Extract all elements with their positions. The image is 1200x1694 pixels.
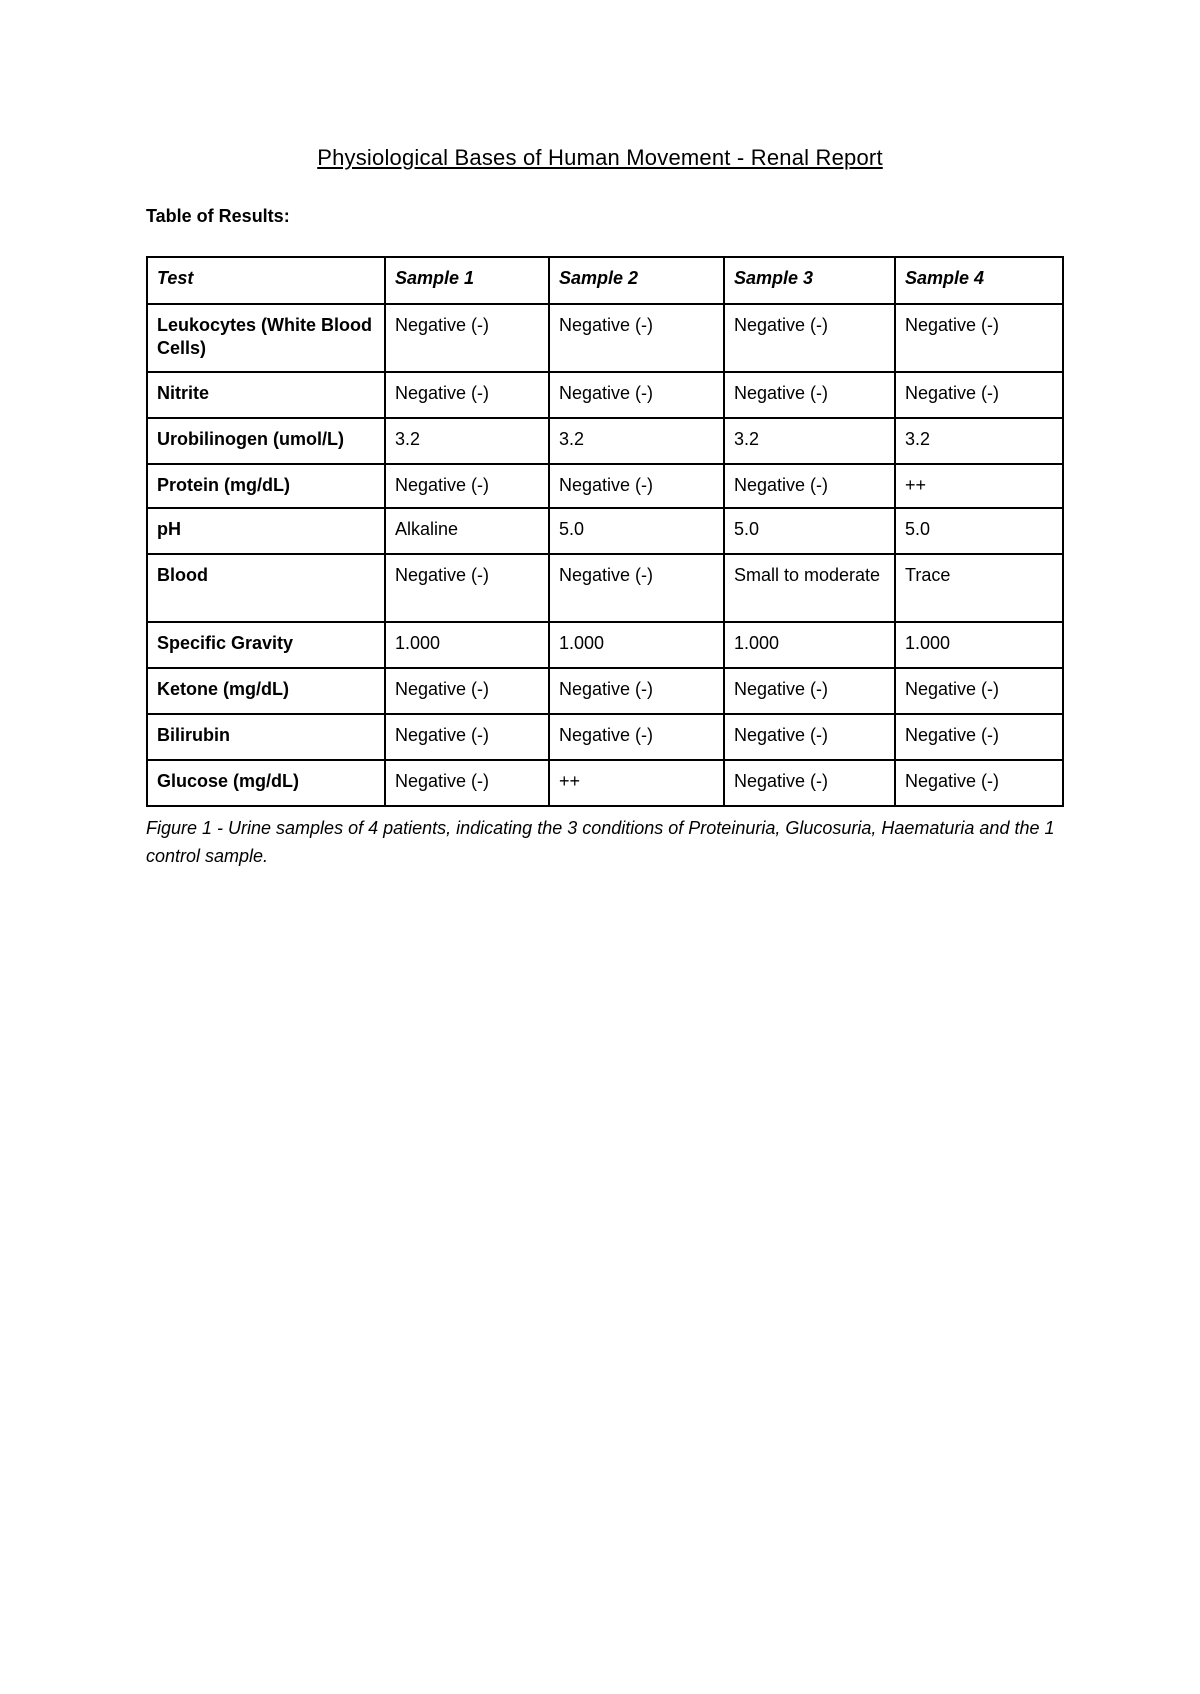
page-title: Physiological Bases of Human Movement - Renal Report <box>317 145 883 170</box>
figure-caption: Figure 1 - Urine samples of 4 patients, indicating the 3 conditions of Proteinuria, Glucosuria, Haematuria and the 1 control sample. <box>146 818 1055 866</box>
table-cell: 1.000 <box>724 622 895 668</box>
table-cell: ++ <box>549 760 724 806</box>
row-header: pH <box>147 508 385 554</box>
table-row <box>147 554 1063 622</box>
table-row <box>147 760 1063 806</box>
table-cell: Negative (-) <box>549 372 724 418</box>
table-cell: Negative (-) <box>895 304 1063 372</box>
table-row <box>147 304 1063 372</box>
row-header: Specific Gravity <box>147 622 385 668</box>
table-cell: 1.000 <box>895 622 1063 668</box>
row-header: Glucose (mg/dL) <box>147 760 385 806</box>
table-cell: Negative (-) <box>724 714 895 760</box>
table-cell: 5.0 <box>895 508 1063 554</box>
table-cell: Negative (-) <box>724 464 895 508</box>
table-cell: Negative (-) <box>385 668 549 714</box>
table-row <box>147 668 1063 714</box>
table-cell: 3.2 <box>549 418 724 464</box>
row-header: Nitrite <box>147 372 385 418</box>
table-cell: Negative (-) <box>724 760 895 806</box>
table-cell: 1.000 <box>549 622 724 668</box>
table-cell: 3.2 <box>724 418 895 464</box>
column-header: Sample 3 <box>724 257 895 304</box>
table-cell: Negative (-) <box>385 372 549 418</box>
section-label: Table of Results: <box>146 206 290 226</box>
table-cell: Negative (-) <box>895 668 1063 714</box>
table-cell: Negative (-) <box>385 554 549 622</box>
table-cell: Small to moderate <box>724 554 895 622</box>
table-row <box>147 714 1063 760</box>
table-cell: 5.0 <box>724 508 895 554</box>
table-cell: 1.000 <box>385 622 549 668</box>
table-cell: Trace <box>895 554 1063 622</box>
table-cell: Negative (-) <box>385 760 549 806</box>
row-header: Protein (mg/dL) <box>147 464 385 508</box>
table-cell: 3.2 <box>385 418 549 464</box>
table-cell: Negative (-) <box>385 304 549 372</box>
table-cell: ++ <box>895 464 1063 508</box>
row-header: Leukocytes (White Blood Cells) <box>147 304 385 372</box>
row-header: Bilirubin <box>147 714 385 760</box>
column-header: Sample 1 <box>385 257 549 304</box>
column-header: Sample 2 <box>549 257 724 304</box>
table-cell: Negative (-) <box>549 464 724 508</box>
table-row <box>147 508 1063 554</box>
results-table <box>146 256 1064 807</box>
table-row <box>147 622 1063 668</box>
table-cell: Negative (-) <box>549 668 724 714</box>
table-cell: Negative (-) <box>895 372 1063 418</box>
table-cell: Negative (-) <box>724 372 895 418</box>
table-row <box>147 418 1063 464</box>
table-row <box>147 372 1063 418</box>
column-header: Sample 4 <box>895 257 1063 304</box>
table-header-row <box>147 257 1063 304</box>
table-cell: Alkaline <box>385 508 549 554</box>
table-cell: Negative (-) <box>549 554 724 622</box>
table-cell: Negative (-) <box>895 714 1063 760</box>
table-cell: 5.0 <box>549 508 724 554</box>
table-row <box>147 464 1063 508</box>
table-cell: 3.2 <box>895 418 1063 464</box>
table-cell: Negative (-) <box>549 304 724 372</box>
table-cell: Negative (-) <box>385 714 549 760</box>
table-cell: Negative (-) <box>724 668 895 714</box>
row-header: Ketone (mg/dL) <box>147 668 385 714</box>
table-cell: Negative (-) <box>895 760 1063 806</box>
row-header: Blood <box>147 554 385 622</box>
column-header: Test <box>147 257 385 304</box>
table-cell: Negative (-) <box>549 714 724 760</box>
table-cell: Negative (-) <box>385 464 549 508</box>
row-header: Urobilinogen (umol/L) <box>147 418 385 464</box>
table-cell: Negative (-) <box>724 304 895 372</box>
